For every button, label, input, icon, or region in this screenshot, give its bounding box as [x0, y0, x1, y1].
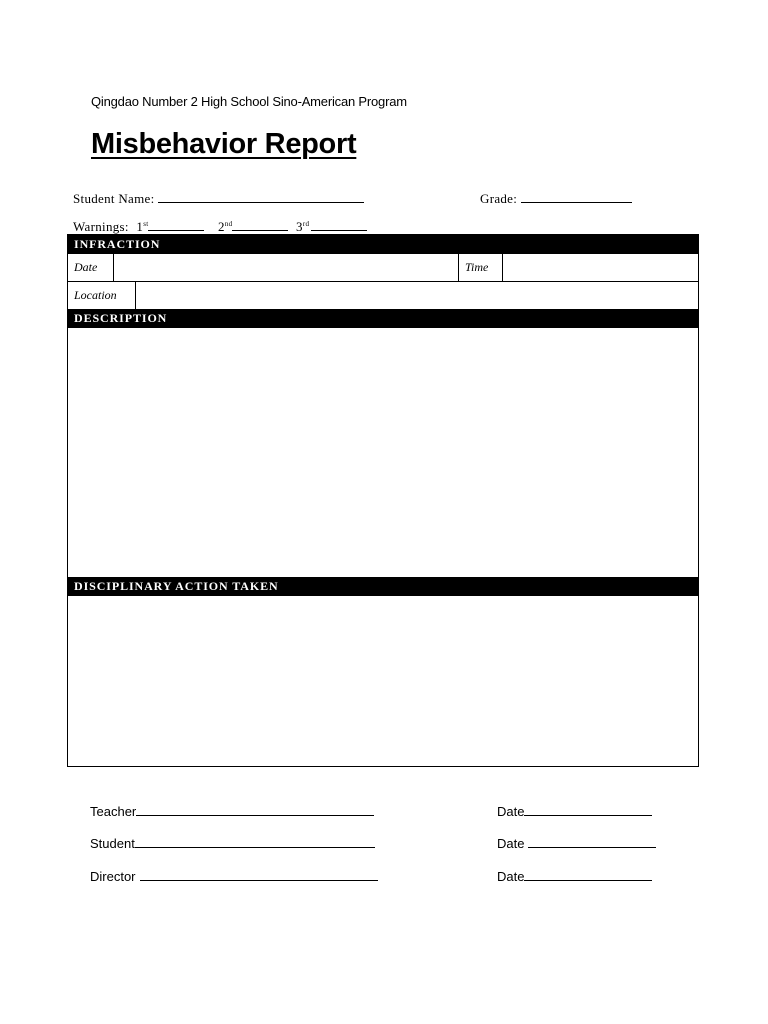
teacher-signature-field	[90, 803, 374, 819]
grade-line[interactable]	[521, 190, 632, 203]
student-name-label: Student Name:	[73, 191, 155, 206]
teacher-date-label: Date	[497, 804, 525, 819]
location-row	[68, 282, 698, 309]
student-name-line[interactable]	[158, 190, 364, 203]
warning-1-suffix: st	[143, 220, 149, 228]
disciplinary-action-header: DISCIPLINARY ACTION TAKEN	[68, 577, 698, 596]
teacher-date-line[interactable]	[524, 803, 652, 816]
description-area[interactable]	[68, 328, 698, 577]
student-signature-field	[90, 835, 375, 851]
director-signature-line[interactable]	[140, 868, 378, 881]
disciplinary-action-area[interactable]	[68, 596, 698, 766]
warnings-field	[73, 218, 367, 235]
student-date-label: Date	[497, 836, 525, 851]
page-title: Misbehavior Report	[91, 128, 357, 160]
director-signature-field	[90, 868, 378, 884]
director-date-label: Date	[497, 869, 525, 884]
description-header: DESCRIPTION	[68, 309, 698, 328]
teacher-date-field	[497, 803, 652, 819]
warning-3-line[interactable]	[311, 218, 367, 231]
location-input[interactable]	[136, 282, 698, 309]
date-label: Date	[68, 254, 114, 281]
warning-2-suffix: nd	[224, 220, 233, 228]
director-date-field	[497, 868, 652, 884]
location-label: Location	[68, 282, 136, 309]
director-label: Director	[90, 869, 136, 884]
infraction-header: INFRACTION	[68, 235, 698, 254]
date-input[interactable]	[114, 254, 459, 281]
student-date-field	[497, 835, 656, 851]
grade-field	[480, 190, 632, 207]
teacher-label: Teacher	[90, 804, 137, 819]
time-label: Time	[459, 254, 503, 281]
teacher-signature-line[interactable]	[136, 803, 374, 816]
student-label: Student	[90, 836, 135, 851]
student-date-line[interactable]	[528, 835, 656, 848]
warning-2-line[interactable]	[232, 218, 288, 231]
warning-3-number: 3	[296, 219, 303, 234]
infraction-form	[67, 234, 699, 767]
grade-label: Grade:	[480, 191, 518, 206]
date-time-row	[68, 254, 698, 282]
warning-1-line[interactable]	[148, 218, 204, 231]
warning-2-number: 2	[218, 219, 225, 234]
student-name-field	[73, 190, 364, 207]
school-name: Qingdao Number 2 High School Sino-American Program	[91, 94, 407, 109]
time-input[interactable]	[503, 254, 698, 281]
student-signature-line[interactable]	[135, 835, 375, 848]
director-date-line[interactable]	[524, 868, 652, 881]
warning-3-suffix: rd	[302, 220, 310, 228]
warning-1-number: 1	[136, 219, 144, 234]
warnings-label: Warnings:	[73, 219, 129, 234]
